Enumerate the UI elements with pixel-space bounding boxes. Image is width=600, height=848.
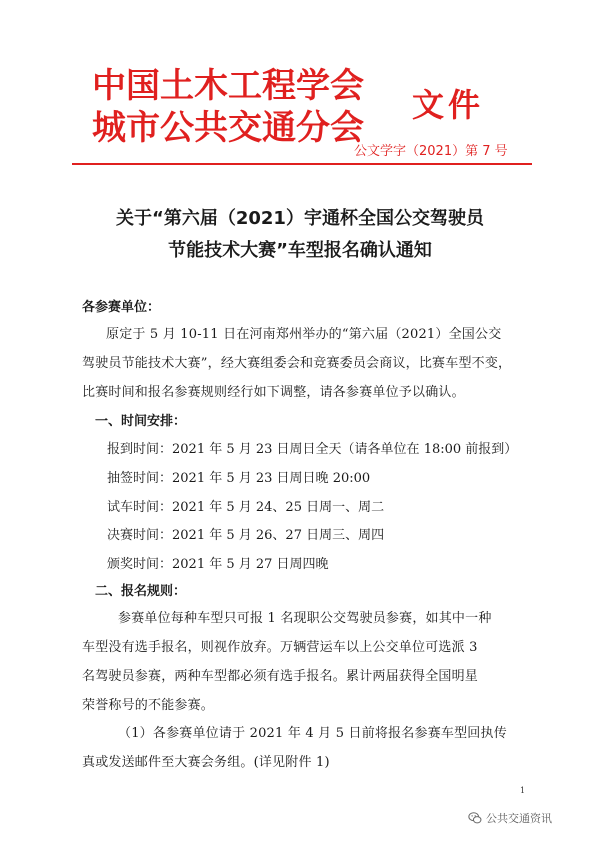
salutation: 各参赛单位： xyxy=(82,300,161,315)
schedule-item: 颁奖时间：2021 年 5 月 27 日周四晚 xyxy=(107,557,329,572)
intro-line: 比赛时间和报名参赛规则经行如下调整，请各参赛单位予以确认。 xyxy=(82,385,465,400)
page-number: 1 xyxy=(520,786,526,795)
notice-title-line2: 节能技术大赛”车型报名确认通知 xyxy=(168,240,432,261)
header-divider xyxy=(72,163,532,165)
org-name-line2: 城市公共交通分会 xyxy=(92,108,364,148)
rules-line: 名驾驶员参赛，两种车型都必须有选手报名。累计两届获得全国明星 xyxy=(82,669,479,684)
wechat-watermark xyxy=(468,810,552,826)
schedule-item: 决赛时间：2021 年 5 月 26、27 日周三、周四 xyxy=(107,528,385,543)
rules-line: 荣誉称号的不能参赛。 xyxy=(82,698,215,713)
document-number: 公文学字（2021）第 7 号 xyxy=(354,144,508,159)
document-label: 文件 xyxy=(412,86,485,124)
rules-line: 参赛单位每种车型只可报 1 名现职公交驾驶员参赛，如其中一种 xyxy=(118,611,492,626)
section-heading-schedule: 一、时间安排： xyxy=(95,414,187,429)
intro-line: 原定于 5 月 10-11 日在河南郑州举办的“第六届（2021）全国公交 xyxy=(106,327,502,342)
section-heading-rules: 二、报名规则： xyxy=(95,584,187,599)
watermark-text: 公共交通资讯 xyxy=(486,812,552,825)
schedule-item: 抽签时间：2021 年 5 月 23 日周日晚 20:00 xyxy=(107,471,371,486)
org-name-line1: 中国土木工程学会 xyxy=(92,66,364,106)
wechat-icon xyxy=(468,811,482,825)
schedule-item: 报到时间：2021 年 5 月 23 日周日全天（请各单位在 18:00 前报到） xyxy=(107,442,518,457)
schedule-item: 试车时间：2021 年 5 月 24、25 日周一、周二 xyxy=(107,500,385,515)
rules-line: 车型没有选手报名，则视作放弃。万辆营运车以上公交单位可选派 3 xyxy=(82,640,478,655)
intro-line: 驾驶员节能技术大赛”，经大赛组委会和竞赛委员会商议，比赛车型不变， xyxy=(82,356,512,371)
item1-line: （1）各参赛单位请于 2021 年 4 月 5 日前将报名参赛车型回执传 xyxy=(118,726,507,741)
item1-line: 真或发送邮件至大赛会务组。(详见附件 1) xyxy=(82,755,330,770)
notice-title-line1: 关于“第六届（2021）宇通杯全国公交驾驶员 xyxy=(116,208,484,229)
